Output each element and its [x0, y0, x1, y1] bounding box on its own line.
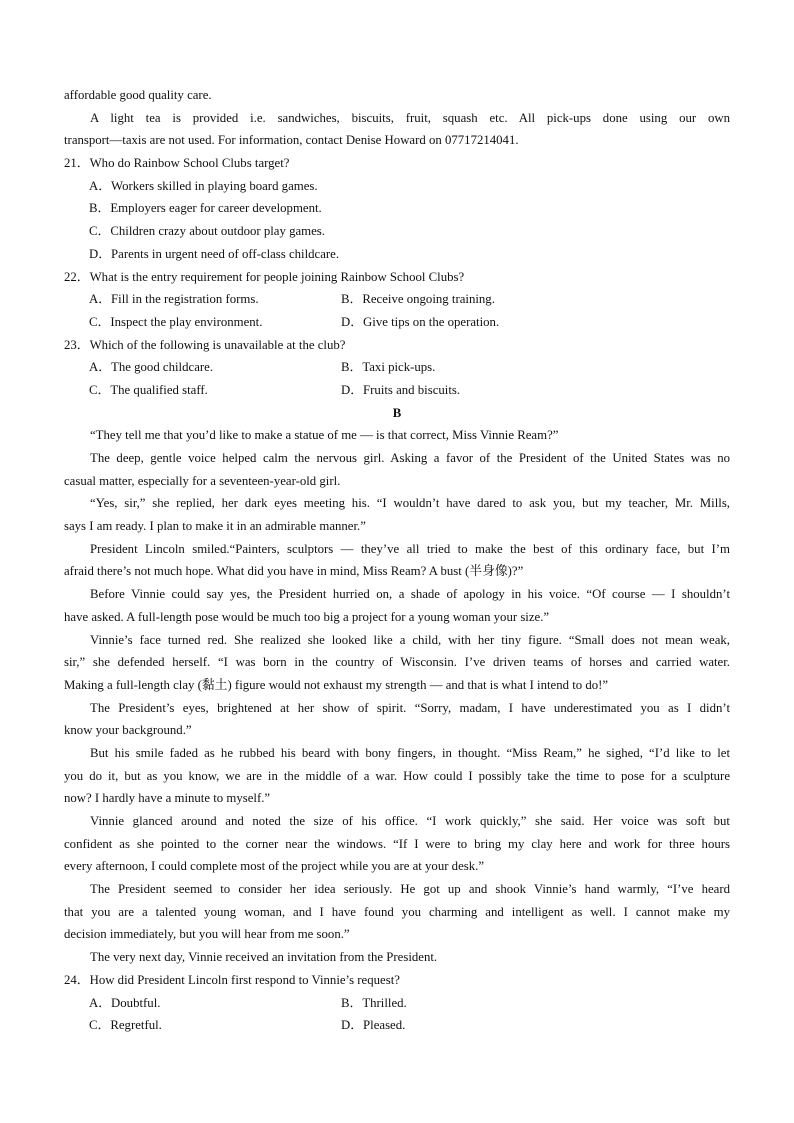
exam-page	[64, 84, 730, 1037]
question-24-options-row-1	[64, 992, 730, 1015]
question-22-stem: 22．What is the entry requirement for people joining Rainbow School Clubs?	[64, 269, 465, 284]
passage-b-p7-l1: The President’s eyes, brightened at her show of spirit. “Sorry, madam, I have underestimated you as I didn’t	[90, 700, 730, 715]
passage-b-p5-l2: have asked. A full-length pose would be much too big a project for a young woman your size.”	[64, 609, 550, 624]
question-23-option-c[interactable]: C．The qualified staff.	[89, 382, 208, 397]
passage-b-p2-l1: The deep, gentle voice helped calm the nervous girl. Asking a favor of the President of the United States was no	[90, 451, 730, 465]
passage-b-p6-l2: sir,” she defended herself. “I was born in the country of Wisconsin. I’ve driven teams of horses and carried water.	[64, 655, 730, 670]
passage-b-p10-l3: decision immediately, but you will hear from me soon.”	[64, 927, 350, 942]
question-23-option-d[interactable]: D．Fruits and biscuits.	[341, 382, 461, 397]
question-21-option-d[interactable]: D．Parents in urgent need of off-class childcare.	[89, 246, 340, 261]
passage-b-p8-l1: But his smile faded as he rubbed his beard with bony fingers, in thought. “Miss Ream,” he sighed, “I’d like to let	[90, 745, 730, 760]
question-24-option-c[interactable]: C．Regretful.	[89, 1018, 162, 1033]
question-23-option-a[interactable]: A．The good childcare.	[89, 360, 214, 375]
passage-a-line-2: A light tea is provided i.e. sandwiches, biscuits, fruit, squash etc. All pick-ups done using our own	[90, 110, 730, 125]
passage-b-p11-l1: The very next day, Vinnie received an invitation from the President.	[90, 950, 438, 965]
passage-b-p6-l3: Making a full-length clay (黏土) figure would not exhaust my strength — and that is what I intend to do!”	[64, 677, 609, 692]
question-23-options-row-1	[64, 356, 730, 379]
passage-b-p3-l2: says I am ready. I plan to make it in an admirable manner.”	[64, 519, 366, 534]
passage-b-p4-l1: President Lincoln smiled.“Painters, sculptors — they’ve all tried to make the best of this ordinary face, but I’m	[90, 541, 730, 556]
question-22-option-b[interactable]: B．Receive ongoing training.	[341, 292, 495, 307]
question-24-option-a[interactable]: A．Doubtful.	[89, 995, 161, 1010]
passage-b-p3-l1: “Yes, sir,” she replied, her dark eyes meeting his. “I wouldn’t have dared to ask you, but my teacher, Mr. Mills,	[90, 496, 730, 511]
section-b-heading: B	[392, 405, 402, 420]
question-22-option-a[interactable]: A．Fill in the registration forms.	[89, 292, 259, 307]
passage-b-p7-l2: know your background.”	[64, 723, 192, 738]
passage-b-p6-l1: Vinnie’s face turned red. She realized she looked like a child, with her tiny figure. “Small does not mean weak,	[90, 632, 730, 647]
question-22-options-row-1	[64, 288, 730, 311]
question-24-options-row-2	[64, 1014, 730, 1037]
passage-b-p1-l1: “They tell me that you’d like to make a statue of me — is that correct, Miss Vinnie Ream?”	[90, 428, 559, 443]
passage-b-p9-l1: Vinnie glanced around and noted the size of his office. “I work quickly,” she said. Her voice was soft but	[90, 814, 730, 828]
question-21-option-b[interactable]: B．Employers eager for career development.	[89, 201, 322, 216]
passage-a-line-1: affordable good quality care.	[64, 88, 212, 102]
question-22-options-row-2	[64, 311, 730, 334]
passage-b-p10-l1: The President seemed to consider her idea seriously. He got up and shook Vinnie’s hand warmly, “I’ve heard	[90, 882, 730, 897]
question-23-option-b[interactable]: B．Taxi pick-ups.	[341, 360, 436, 375]
passage-b-p4-l2: afraid there’s not much hope. What did you have in mind, Miss Ream? A bust (半身像)?”	[64, 564, 524, 579]
question-22-option-c[interactable]: C．Inspect the play environment.	[89, 314, 263, 329]
passage-a-line-3: transport—taxis are not used. For information, contact Denise Howard on 07717214041.	[64, 133, 519, 148]
question-24-stem: 24．How did President Lincoln first respond to Vinnie’s request?	[64, 972, 400, 987]
question-23-stem: 23．Which of the following is unavailable at the club?	[64, 337, 346, 352]
question-21-stem: 21．Who do Rainbow School Clubs target?	[64, 156, 290, 171]
passage-b-p9-l2: confident as she pointed to the corner near the windows. “If I were to bring my clay here and work for three hours	[64, 836, 730, 851]
passage-b-p2-l2: casual matter, especially for a seventeen-year-old girl.	[64, 473, 341, 488]
question-23-options-row-2	[64, 379, 730, 402]
question-24-option-d[interactable]: D．Pleased.	[341, 1018, 406, 1033]
question-22-option-d[interactable]: D．Give tips on the operation.	[341, 314, 500, 329]
passage-b-p10-l2: that you are a talented young woman, and I have found you charming and intelligent as well. I cannot make my	[64, 904, 730, 919]
passage-b-p8-l3: now? I hardly have a minute to myself.”	[64, 791, 271, 806]
passage-b-p8-l2: you do it, but as you know, we are in the middle of a war. How could I possibly take the time to pose for a sculpture	[64, 768, 730, 783]
question-21-option-c[interactable]: C．Children crazy about outdoor play games.	[89, 224, 325, 239]
passage-b-p5-l1: Before Vinnie could say yes, the President hurried on, a shade of apology in his voice. “Of course — I shouldn’t	[90, 587, 730, 602]
passage-b-p9-l3: every afternoon, I could complete most of the project while you are at your desk.”	[64, 859, 485, 874]
question-21-option-a[interactable]: A．Workers skilled in playing board games.	[89, 178, 318, 193]
question-24-option-b[interactable]: B．Thrilled.	[341, 995, 407, 1010]
